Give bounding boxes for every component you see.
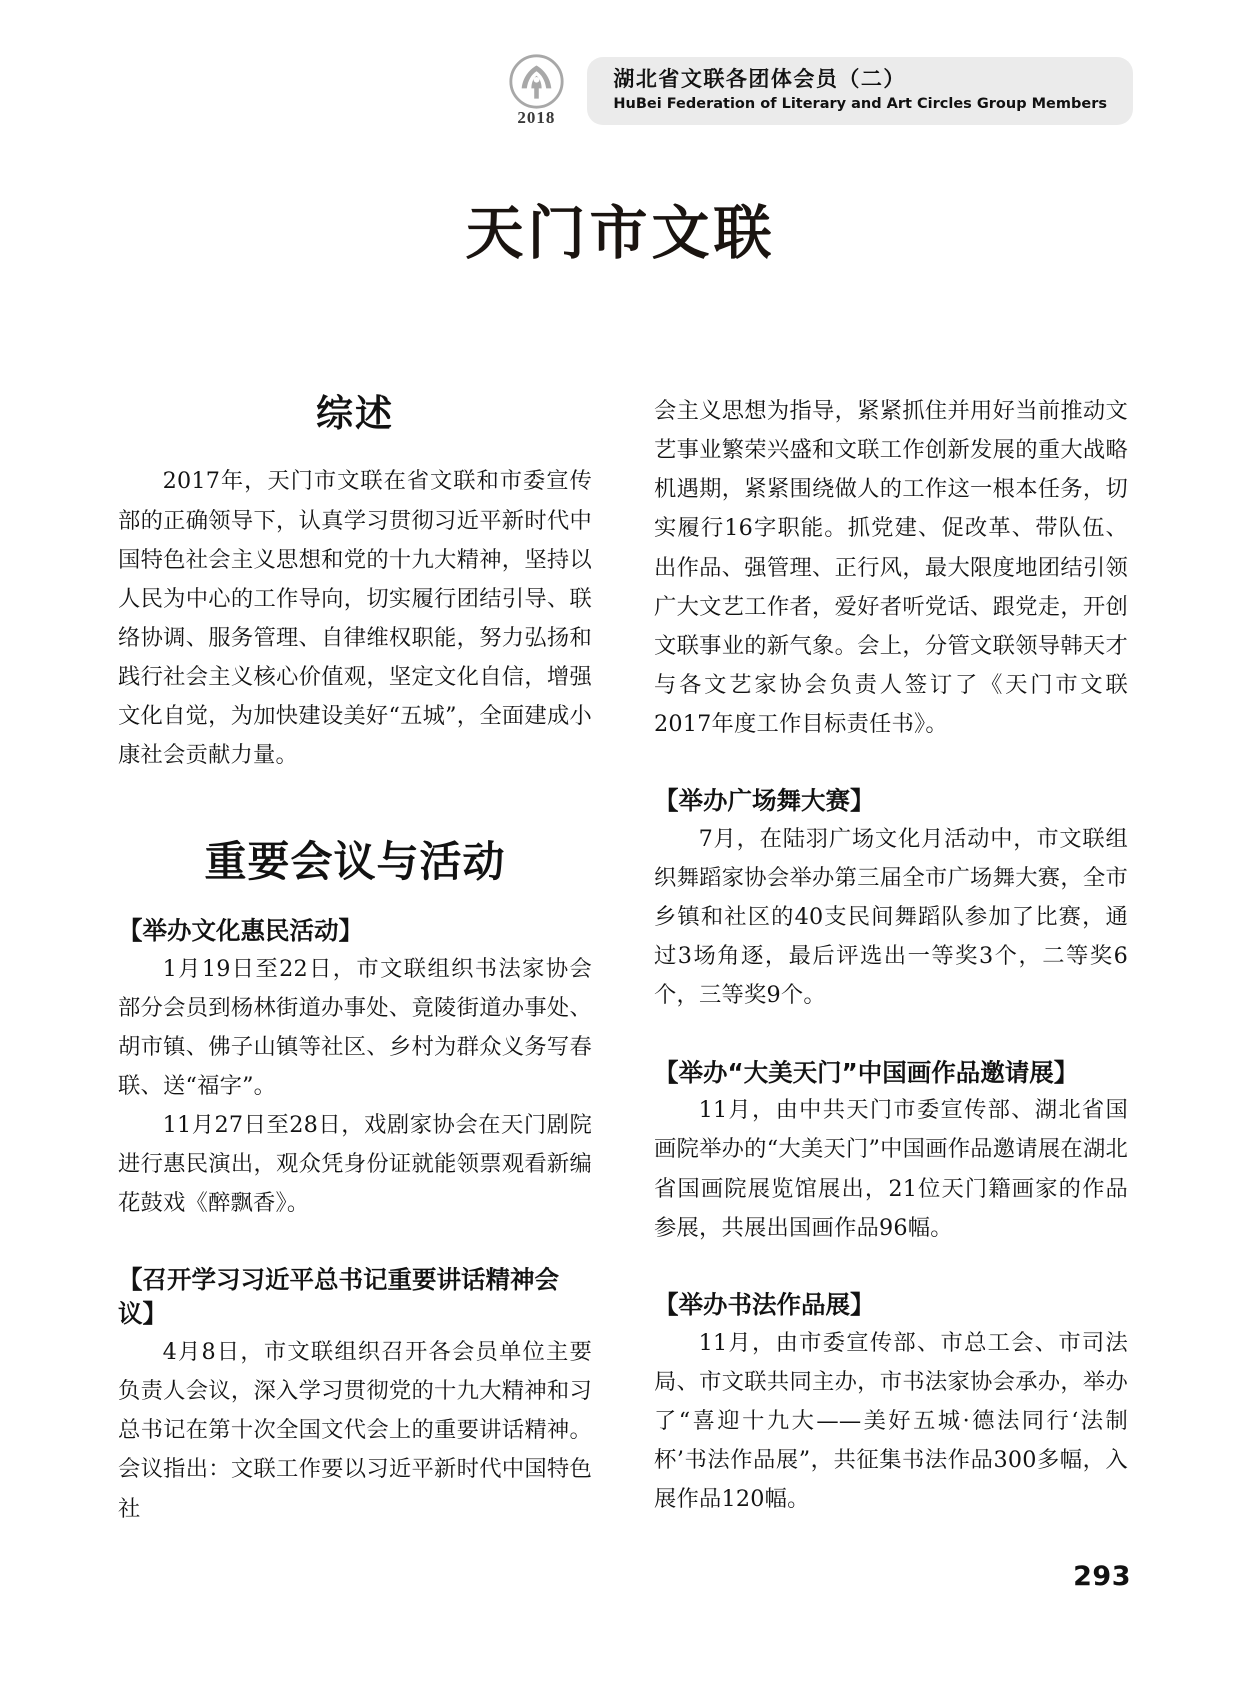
subsection-paragraph: 11月，由中共天门市委宣传部、湖北省国画院举办的“大美天门”中国画作品邀请展在湖北省国画院展览馆展出，21位天门籍画家的作品参展，共展出国画作品96幅。 [654, 1097, 1128, 1241]
subsection-paragraph: 7月，在陆羽广场文化月活动中，市文联组织舞蹈家协会举办第三届全市广场舞大赛，全市乡镇和社区的40支民间舞蹈队参加了比赛，通过3场角逐，最后评选出一等奖3个，二等奖6个，三等奖9个。 [654, 825, 1128, 1009]
overview-paragraph: 2017年，天门市文联在省文联和市委宣传部的正确领导下，认真学习贯彻习近平新时代中国特色社会主义思想和党的十九大精神，坚持以人民为中心的工作导向，切实履行团结引导、联络协调、服务管理、自律维权职能，努力弘扬和践行社会主义核心价值观，坚定文化自信，增强文化自觉，为加快建设美好“五城”，全面建成小康社会贡献力量。 [118, 468, 592, 769]
subsection-paragraph: 11月27日至28日，戏剧家协会在天门剧院进行惠民演出，观众凭身份证就能领票观看新编花鼓戏《醉飘香》。 [118, 1112, 592, 1217]
subsection-title-study-meeting: 【召开学习习近平总书记重要讲话精神会议】 [118, 1265, 559, 1329]
header-title-en: HuBei Federation of Literary and Art Circles Group Members [613, 95, 1107, 112]
emblem-block [499, 53, 573, 129]
subsection-paragraph: 1月19日至22日，市文联组织书法家协会部分会员到杨林街道办事处、竟陵街道办事处、胡市镇、佛子山镇等社区、乡村为群众义务写春联、送“福字”。 [118, 955, 592, 1099]
page-number: 293 [1073, 1561, 1131, 1592]
subsection-paragraph: 4月8日，市文联组织召开各会员单位主要负责人会议，深入学习贯彻党的十九大精神和习总书记在第十次全国文代会上的重要讲话精神。会议指出：文联工作要以习近平新时代中国特色社 [118, 1339, 592, 1522]
activities-heading: 重要会议与活动 [204, 837, 506, 887]
page-title: 天门市文联 [465, 199, 776, 267]
subsection-title-square-dance-contest: 【举办广场舞大赛】 [654, 786, 875, 816]
hubei-federation-emblem-icon [508, 53, 565, 110]
subsection-title-painting-exhibition: 【举办“大美天门”中国画作品邀请展】 [654, 1057, 1079, 1087]
continued-paragraph: 会主义思想为指导，紧紧抓住并用好当前推动文艺事业繁荣兴盛和文联工作创新发展的重大战略机遇期，紧紧围绕做人的工作这一根本任务，切实履行16字职能。抓党建、促改革、带队伍、出作品、强管理、正行风，最大限度地团结引领广大文艺工作者，爱好者听党话、跟党走，开创文联事业的新气象。会上，分管文联领导韩天才与各文艺家协会负责人签订了《天门市文联2017年度工作目标责任书》。 [654, 398, 1128, 737]
subsection-title-calligraphy-exhibition: 【举办书法作品展】 [654, 1289, 875, 1319]
left-column [118, 392, 592, 1529]
right-column [654, 392, 1128, 1529]
subsection-paragraph: 11月，由市委宣传部、市总工会、市司法局、市文联共同主办，市书法家协会承办，举办了“喜迎十九大——美好五城·德法同行‘法制杯’书法作品展”，共征集书法作品300多幅，入展作品120幅。 [654, 1329, 1128, 1513]
emblem-year-label: 2018 [517, 108, 556, 127]
subsection-title-cultural-benefit: 【举办文化惠民活动】 [118, 915, 363, 945]
body-columns [118, 392, 1128, 1529]
overview-heading: 综述 [316, 392, 394, 435]
running-header [499, 52, 1133, 130]
header-title-plate [587, 57, 1133, 125]
header-title-cn: 湖北省文联各团体会员（二） [613, 67, 906, 92]
